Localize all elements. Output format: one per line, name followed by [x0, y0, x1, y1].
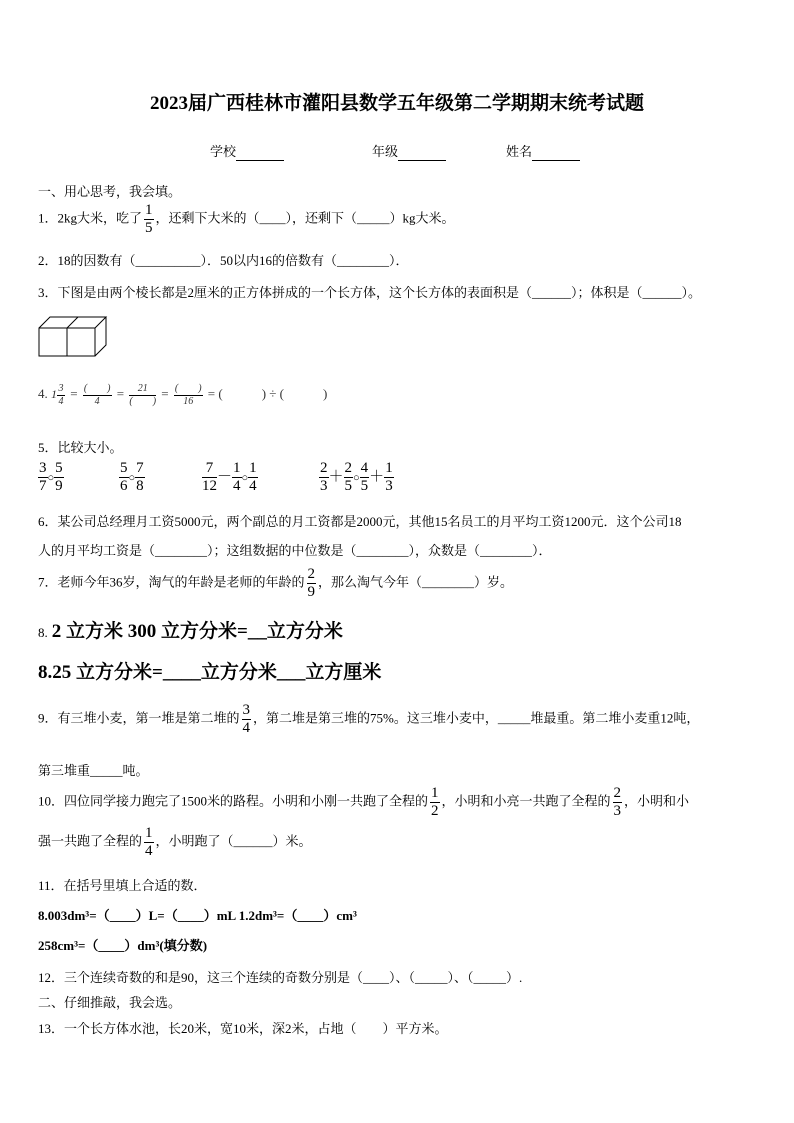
- question-4: [38, 383, 327, 407]
- equals-1: =: [70, 386, 78, 401]
- question-13: 13．一个长方体水池，长20米，宽10米，深2米，占地（ ）平方米。: [38, 1021, 448, 1036]
- question-6-line-1: 6．某公司总经理月工资5000元，两个副总的月工资都是2000元，其他15名员工的月平均工资1200元．这个公司18: [38, 514, 682, 529]
- q1-text-b: ，还剩下大米的（____），还剩下（_____）kg大米。: [155, 210, 455, 226]
- question-9-line-2: 第三堆重_____吨。: [38, 763, 149, 778]
- equals-2: =: [116, 386, 125, 401]
- question-10: 10．四位同学接力跑完了1500米的路程。小明和小刚一共跑了全程的 $\frac{1}{2}$ ，小明和小亮一共跑了全程的 $\frac{2}{3}$ ，小明和小: [38, 785, 690, 819]
- grade-label: 年级: [372, 144, 399, 159]
- q5-expr-1: $\frac{3}{7}$ ○ $\frac{5}{9}$: [39, 460, 63, 494]
- question-11-label: 11．在括号里填上合适的数．: [38, 878, 207, 893]
- school-blank[interactable]: [236, 144, 284, 161]
- q4-number: 4.: [38, 386, 48, 401]
- grade-field: [372, 141, 446, 161]
- q5-expr-3: $\frac{7}{12}$ － $\frac{1}{4}$ ○ $\frac{1}{4}$: [202, 460, 257, 494]
- equals-3: =: [161, 386, 169, 401]
- q4-frac-2: $\frac{21}{( )}$: [129, 382, 157, 407]
- name-label: 姓名: [506, 144, 533, 159]
- name-field: [506, 141, 580, 161]
- q4-whole: 1: [51, 387, 57, 401]
- q4-frac-3: $\frac{( )}{16}$: [174, 382, 202, 407]
- question-8: 8. 2 立方米 300 立方分米=__立方分米: [38, 621, 343, 642]
- question-5-label: 5．比较大小。: [38, 440, 123, 455]
- question-11-line-1: 8.003dm³=（____）L=（____）mL 1.2dm³=（____）cm³: [38, 908, 357, 923]
- section-2-heading: 二、仔细推敲，我会选。: [38, 995, 182, 1010]
- question-9: 9．有三堆小麦，第一堆是第二堆的 $\frac{3}{4}$ ，第二堆是第三堆的75%。这三堆小麦中，_____堆最重。第二堆小麦重12吨，: [38, 702, 700, 736]
- question-7: 7．老师今年36岁，淘气的年龄是老师的年龄的 $\frac{2}{9}$ ，那么淘气今年（________）岁。: [38, 566, 514, 600]
- school-label: 学校: [210, 144, 237, 159]
- q1-fraction: $\frac{1}{5}$: [145, 202, 153, 236]
- cuboid-figure: [38, 316, 108, 358]
- q4-mixed-frac: $\frac{3}{4}$: [58, 382, 64, 407]
- q5-expr-4: $\frac{2}{3}$ ＋ $\frac{2}{5}$ ○ $\frac{4}{5}$ ＋ $\frac{1}{3}$: [320, 460, 393, 494]
- q1-text-a: 1．2kg大米，吃了: [38, 210, 143, 226]
- page-title: 2023届广西桂林市灌阳县数学五年级第二学期期末统考试题: [149, 93, 644, 114]
- school-field: [210, 141, 284, 161]
- question-8-line-2: 8.25 立方分米=____立方分米___立方厘米: [38, 662, 382, 683]
- q5-expr-2: $\frac{5}{6}$ ○ $\frac{7}{8}$: [120, 460, 144, 494]
- grade-blank[interactable]: [398, 144, 446, 161]
- question-10-line-2: 强一共跑了全程的 $\frac{1}{4}$ ，小明跑了（______）米。: [38, 825, 312, 859]
- question-11-line-2: 258cm³=（____）dm³(填分数): [38, 938, 208, 953]
- question-2: 2．18的因数有（__________）．50以内16的倍数有（________）．: [38, 253, 409, 268]
- question-1: [38, 203, 455, 236]
- question-3: 3．下图是由两个棱长都是2厘米的正方体拼成的一个长方体，这个长方体的表面积是（______）；体积是（______）。: [38, 285, 702, 300]
- q4-tail: = ( ) ÷ ( ): [207, 386, 328, 401]
- q4-frac-1: $\frac{( )}{4}$: [83, 382, 111, 407]
- question-6-line-2: 人的月平均工资是（________）；这组数据的中位数是（________），众数是（________）．: [38, 543, 552, 558]
- name-blank[interactable]: [532, 144, 580, 161]
- question-12: 12．三个连续奇数的和是90，这三个连续的奇数分别是（____）、（_____）、（_____）.: [38, 970, 523, 985]
- section-1-heading: 一、用心思考，我会填。: [38, 184, 182, 199]
